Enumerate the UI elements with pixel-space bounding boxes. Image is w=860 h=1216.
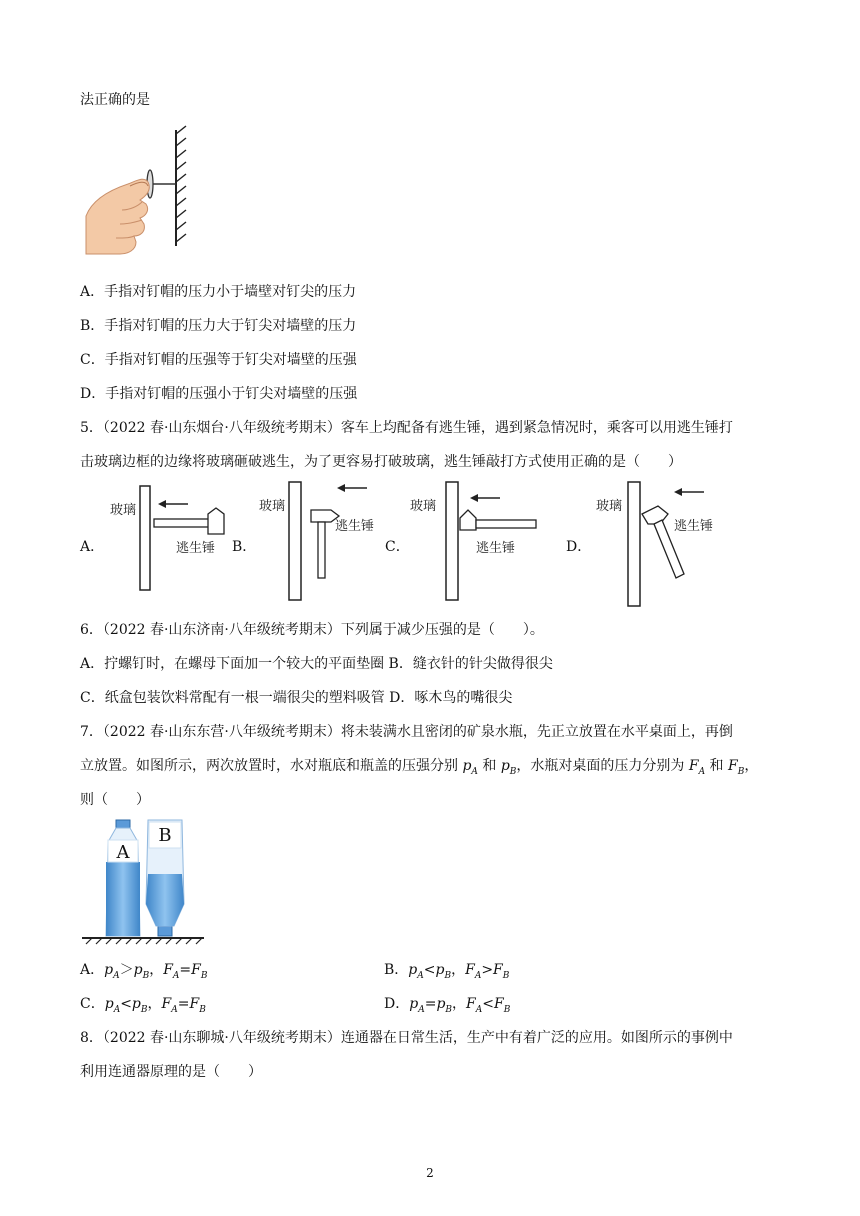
glass-label: 玻璃 (110, 503, 137, 518)
q7-option-b: B．$p_A<p_B$，$F_A>F_B$ (384, 962, 510, 981)
hammer-figure-d (592, 478, 732, 608)
thumbtack-figure (84, 124, 204, 258)
hammer-label: 逃生锤 (476, 541, 516, 556)
bottles-figure (82, 816, 212, 946)
hammer-figure-a (100, 484, 240, 594)
page-number: 2 (426, 1166, 434, 1180)
q7-text-1: 7．（2022 春·山东东营·八年级统考期末）将未装满水且密闭的矿泉水瓶，先正立放置在水平桌面上，再倒 (80, 724, 733, 740)
q8-text-1: 8．（2022 春·山东聊城·八年级统考期末）连通器在日常生活，生产中有着广泛的应用。如图所示的事例中 (80, 1030, 733, 1046)
q4-option-b: B．手指对钉帽的压力大于钉尖对墙壁的压力 (80, 318, 357, 334)
intro-text: 法正确的是 (80, 92, 150, 108)
q7-text-2: 立放置。如图所示，两次放置时，水对瓶底和瓶盖的压强分别 $p_A$ 和 $p_B$，水瓶对桌面的压力分别为 $F_A$ 和 $F_B$， (80, 758, 759, 777)
q5-label-d: D． (566, 539, 592, 555)
q5-text-2: 击玻璃边框的边缘将玻璃砸破逃生，为了更容易打破玻璃，逃生锤敲打方式使用正确的是（ ） (80, 454, 682, 470)
q7-option-c: C．$p_A<p_B$，$F_A=F_B$ (80, 996, 206, 1015)
q4-option-c: C．手指对钉帽的压强等于钉尖对墙壁的压强 (80, 352, 357, 368)
q7-option-d: D．$p_A=p_B$，$F_A<F_B$ (384, 996, 511, 1015)
q5-text-1: 5．（2022 春·山东烟台·八年级统考期末）客车上均配备有逃生锤，遇到紧急情况时，乘客可以用逃生锤打 (80, 420, 733, 436)
glass-label: 玻璃 (259, 499, 286, 514)
q5-label-b: B． (232, 539, 257, 555)
hammer-label: 逃生锤 (176, 541, 216, 556)
hammer-figure-b (255, 478, 385, 608)
glass-label: 玻璃 (596, 499, 623, 514)
q5-label-c: C． (385, 539, 410, 555)
hammer-label: 逃生锤 (335, 519, 375, 534)
bottle-b-label: B (158, 825, 172, 846)
q4-option-a: A．手指对钉帽的压力小于墙壁对钉尖的压力 (80, 284, 357, 300)
q6-text: 6．（2022 春·山东济南·八年级统考期末）下列属于减少压强的是（ ）。 (80, 622, 544, 638)
bottle-a-label: A (116, 842, 130, 863)
q7-text-3: 则（ ） (80, 792, 150, 808)
q7-option-a: A．$p_A>p_B$，$F_A=F_B$ (80, 962, 208, 981)
q6-options-ab: A．拧螺钉时，在螺母下面加一个较大的平面垫圈 B．缝衣针的针尖做得很尖 (80, 656, 553, 672)
hammer-label: 逃生锤 (674, 519, 714, 534)
q6-options-cd: C．纸盒包装饮料常配有一根一端很尖的塑料吸管 D．啄木鸟的嘴很尖 (80, 690, 513, 706)
q5-label-a: A． (80, 539, 105, 555)
glass-label: 玻璃 (410, 499, 437, 514)
hammer-figure-c (408, 478, 548, 608)
q4-option-d: D．手指对钉帽的压强小于钉尖对墙壁的压强 (80, 386, 358, 402)
q8-text-2: 利用连通器原理的是（ ） (80, 1064, 262, 1080)
